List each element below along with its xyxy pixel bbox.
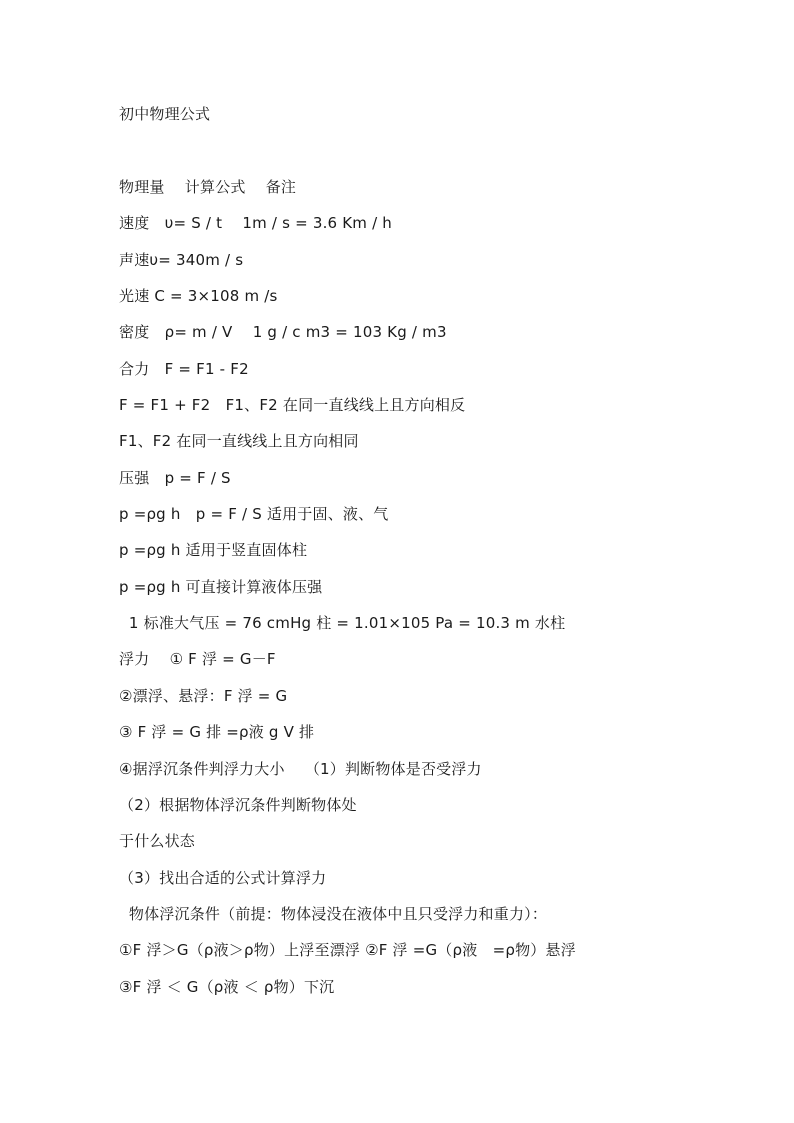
formula-line-buoyancy-2: ②漂浮、悬浮：F 浮 = G bbox=[119, 687, 288, 705]
formula-line-pressure: 压强 p = F / S bbox=[119, 469, 231, 487]
formula-line-buoyancy-3: ③ F 浮 = G 排 =ρ液 g V 排 bbox=[119, 723, 315, 741]
floating-conditions-line-2: ③F 浮 ＜ G（ρ液 ＜ ρ物）下沉 bbox=[119, 978, 335, 996]
table-header-line: 物理量 计算公式 备注 bbox=[119, 178, 297, 196]
formula-line-resultant-force: 合力 F = F1 - F2 bbox=[119, 360, 249, 378]
formula-line-density: 密度 ρ= m / V 1 g / c m3 = 103 Kg / m3 bbox=[119, 323, 447, 341]
formula-line-atmosphere: 1 标准大气压 = 76 cmHg 柱 = 1.01×105 Pa = 10.3 m 水柱 bbox=[119, 614, 566, 632]
formula-line-pressure-general: p =ρg h p = F / S 适用于固、液、气 bbox=[119, 505, 389, 523]
floating-conditions-heading: 物体浮沉条件（前提：物体浸没在液体中且只受浮力和重力）： bbox=[119, 905, 548, 923]
formula-line-buoyancy-step-2-cont: 于什么状态 bbox=[119, 832, 196, 850]
formula-line-buoyancy-step-3: （3）找出合适的公式计算浮力 bbox=[119, 869, 327, 887]
formula-line-buoyancy-1: 浮力 ① F 浮 = G－F bbox=[119, 650, 276, 668]
formula-line-light-speed: 光速 C = 3×108 m /s bbox=[119, 287, 278, 305]
floating-conditions-line-1: ①F 浮＞G（ρ液＞ρ物）上浮至漂浮 ②F 浮 =G（ρ液 =ρ物）悬浮 bbox=[119, 941, 576, 959]
formula-line-sound-speed: 声速υ= 340m / s bbox=[119, 251, 244, 269]
formula-line-pressure-liquid: p =ρg h 可直接计算液体压强 bbox=[119, 578, 323, 596]
formula-line-buoyancy-4: ④据浮沉条件判浮力大小 （1）判断物体是否受浮力 bbox=[119, 760, 482, 778]
page-title: 初中物理公式 bbox=[119, 105, 211, 123]
formula-line-buoyancy-step-2: （2）根据物体浮沉条件判断物体处 bbox=[119, 796, 357, 814]
formula-line-force-sum: F = F1 + F2 F1、F2 在同一直线线上且方向相反 bbox=[119, 396, 466, 414]
formula-line-pressure-solid: p =ρg h 适用于竖直固体柱 bbox=[119, 541, 308, 559]
formula-line-force-note: F1、F2 在同一直线线上且方向相同 bbox=[119, 432, 359, 450]
formula-line-speed: 速度 υ= S / t 1m / s = 3.6 Km / h bbox=[119, 214, 393, 232]
